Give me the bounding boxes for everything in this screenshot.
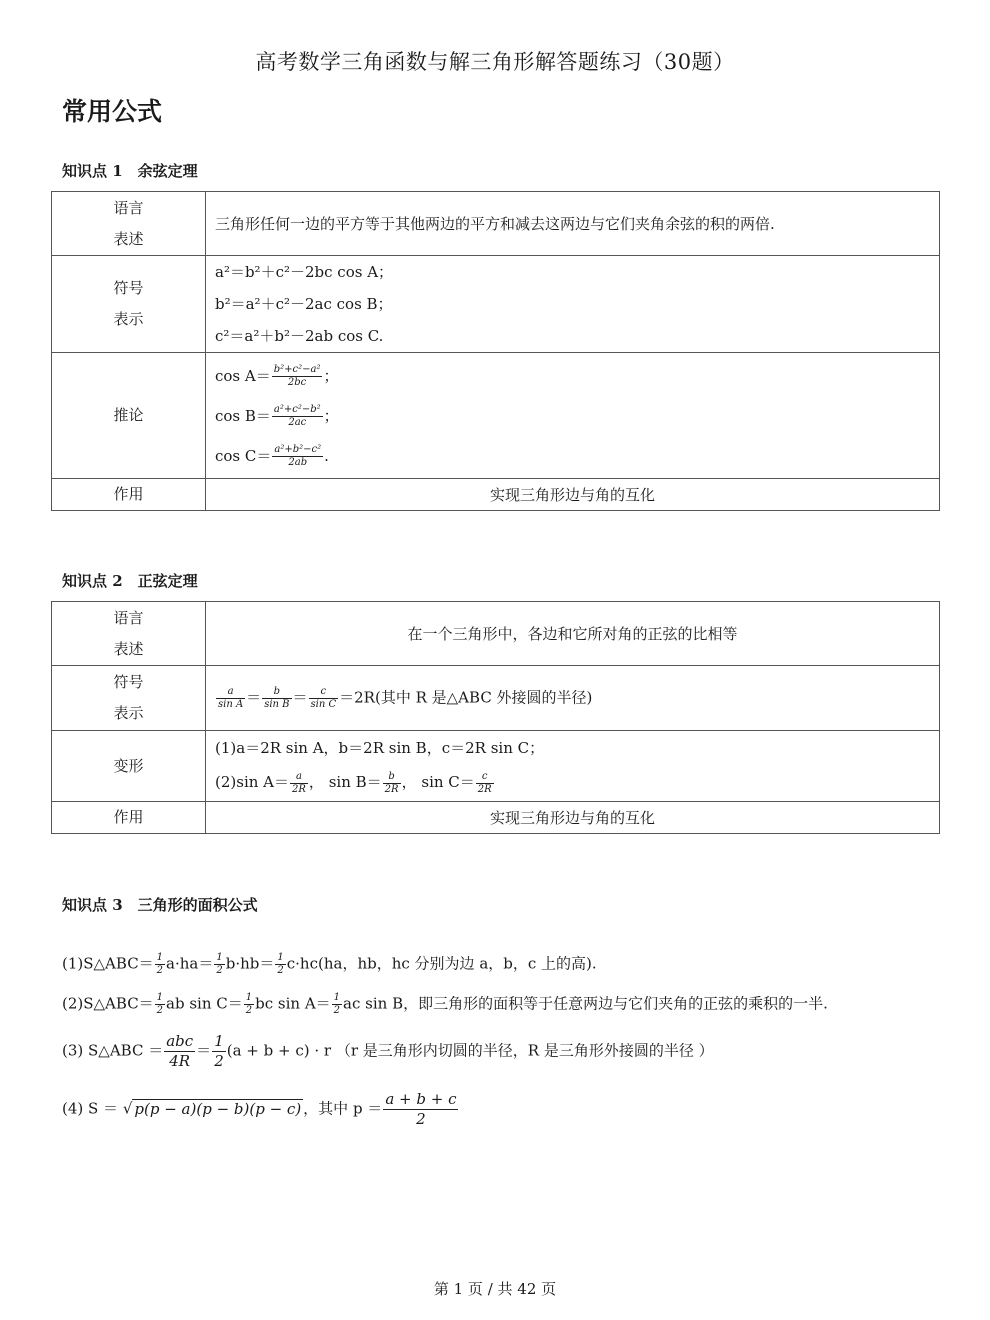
table-row xyxy=(52,353,940,479)
row-label: 语言 表述 xyxy=(52,192,206,256)
formula-line: cos A＝ $\frac{\text{b²+c²−a²}}{2bc}$ ； xyxy=(215,364,339,388)
area-formula-4: (4) S ＝ √ p(p − a)(p − b)(p − c) ，其中 p ＝ $\frac{a + b + c}{2}$ xyxy=(62,1090,457,1128)
formula-line: c²＝a²＋b²－2ab cos C. xyxy=(215,327,384,345)
cosine-law-table xyxy=(51,191,940,511)
formula-line: cos C＝ $\frac{\text{a²+b²−c²}}{2ab}$ . xyxy=(215,444,329,468)
formula-line: a²＝b²＋c²－2bc cos A； xyxy=(215,263,394,281)
row-content: $\frac{a}{\text{sin A}}$ ＝ $\frac{b}{\text{sin B}}$ ＝ $\frac{c}{\text{sin C}}$ ＝2R(其中 R 是△ABC 外接圆的半径) xyxy=(206,666,940,731)
table-row xyxy=(52,602,940,666)
area-formula-3: (3) S△ABC ＝ $\frac{\text{abc}}{4R}$ ＝ $\frac{1}{2}$ (a + b + c) · r （r 是三角形内切圆的半径，R 是三角形外接圆的半径 ） xyxy=(62,1032,714,1070)
kp3-heading: 知识点 3 三角形的面积公式 xyxy=(62,896,258,914)
row-label: 作用 xyxy=(52,802,206,834)
section-heading: 常用公式 xyxy=(62,97,163,126)
kp1-heading: 知识点 1 余弦定理 xyxy=(62,162,198,180)
row-content xyxy=(206,353,940,479)
row-label: 作用 xyxy=(52,479,206,511)
area-formula-1: (1)S△ABC＝ $\frac{1}{2}$ a·ha＝ $\frac{1}{2}$ b·hb＝ $\frac{1}{2}$ c·hc(ha，hb，hc 分别为边 a，b，c 上的高). xyxy=(62,952,597,976)
formula-line: (2)sin A＝ $\frac{a}{2R}$ ， sin B＝ $\frac{b}{2R}$ ， sin C＝ $\frac{c}{2R}$ xyxy=(215,770,492,795)
formula-line: cos B＝ $\frac{\text{a²+c²−b²}}{2ac}$ ； xyxy=(215,404,339,428)
formula-line: b²＝a²＋c²－2ac cos B； xyxy=(215,295,393,313)
sine-law-table xyxy=(51,601,940,834)
table-row xyxy=(52,479,940,511)
kp2-heading: 知识点 2 正弦定理 xyxy=(62,572,198,590)
table-row xyxy=(52,802,940,834)
formula-line: (1)a＝2R sin A，b＝2R sin B，c＝2R sin C； xyxy=(215,739,545,757)
row-label: 推论 xyxy=(52,353,206,479)
row-content: 三角形任何一边的平方等于其他两边的平方和减去这两边与它们夹角余弦的积的两倍. xyxy=(206,192,940,256)
row-content: 在一个三角形中，各边和它所对角的正弦的比相等 xyxy=(206,602,940,666)
table-row xyxy=(52,731,940,802)
row-content xyxy=(206,256,940,353)
table-row xyxy=(52,256,940,353)
row-content xyxy=(206,731,940,802)
page-title: 高考数学三角函数与解三角形解答题练习（30题） xyxy=(255,50,735,74)
page-footer: 第 1 页 / 共 42 页 xyxy=(433,1280,557,1298)
row-content: 实现三角形边与角的互化 xyxy=(206,479,940,511)
row-label: 符号 表示 xyxy=(52,666,206,731)
table-row xyxy=(52,192,940,256)
row-label: 语言 表述 xyxy=(52,602,206,666)
row-label: 变形 xyxy=(52,731,206,802)
row-label: 符号 表示 xyxy=(52,256,206,353)
table-row xyxy=(52,666,940,731)
area-formula-2: (2)S△ABC＝ $\frac{1}{2}$ ab sin C＝ $\frac{1}{2}$ bc sin A＝ $\frac{1}{2}$ ac sin B，即三角形的面积等于任意两边与它们夹角的正弦的乘积的一半. xyxy=(62,992,828,1016)
row-content: 实现三角形边与角的互化 xyxy=(206,802,940,834)
